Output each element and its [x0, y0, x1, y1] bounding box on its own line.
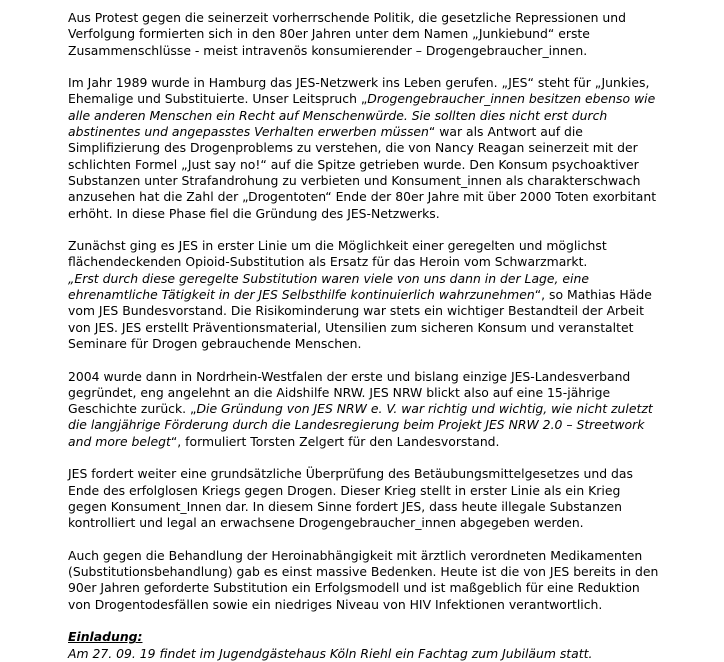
text-segment: Zunächst ging es JES in erster Linie um die Möglichkeit einer geregelten und möglichst: [68, 238, 607, 254]
text-segment: erhöht. In diese Phase fiel die Gründung des JES-Netzwerks.: [68, 205, 440, 221]
paragraph: [68, 369, 668, 450]
italic-quote-segment: and more belegt: [68, 433, 171, 449]
text-segment: (Substitutionsbehandlung) gab es einst massive Bedenken. Heute ist die von JES bereits in den: [68, 564, 659, 580]
text-line: [68, 26, 668, 42]
text-segment: vom JES Bundesvorstand. Die Risikominderung war stets ein wichtiger Bestandteil der Arbeit: [68, 303, 644, 319]
text-line: [68, 108, 668, 124]
text-line: [68, 320, 668, 336]
italic-quote-segment: ehrenamtliche Tätigkeit in der JES Selbsthilfe kontinuierlich wahrzunehmen: [68, 287, 535, 303]
paragraph: [68, 75, 668, 222]
text-line: [68, 434, 668, 450]
text-segment: “, formuliert Torsten Zelgert für den Landesvorstand.: [170, 433, 500, 449]
text-segment: Im Jahr 1989 wurde in Hamburg das JES-Netzwerk ins Leben gerufen. „JES“ steht für „Junkies,: [68, 75, 650, 91]
text-segment: Substanzen unter Strafandrohung zu verbieten und Konsument_innen als charakterschwach: [68, 172, 641, 188]
text-line: [68, 287, 668, 303]
text-line: [68, 124, 668, 140]
text-line: [68, 10, 668, 26]
text-segment: “ war als Antwort auf die: [428, 124, 583, 140]
text-line: [68, 548, 668, 564]
italic-quote-segment: Die Gründung von JES NRW e. V. war richtig und wichtig, wie nicht zuletzt: [196, 401, 653, 417]
text-segment: kontrolliert und legal an erwachsene Drogengebraucher_innen abgegeben werden.: [68, 515, 584, 531]
text-line: [68, 466, 668, 482]
text-line: [68, 499, 668, 515]
text-segment: Zusammenschlüsse - meist intravenös konsumierender – Drogengebraucher_innen.: [68, 42, 588, 58]
text-segment: von Drogentodesfällen sowie ein niedriges Niveau von HIV Infektionen verantwortlich.: [68, 596, 603, 612]
text-line: [68, 303, 668, 319]
italic-quote-segment: alle anderen Menschen ein Recht auf Menschenwürde. Sie sollten dies nicht erst durch: [68, 107, 608, 123]
text-segment: Geschichte zurück. „: [68, 401, 197, 417]
text-line: [68, 597, 668, 613]
text-segment: anzusehen hat die Zahl der „Drogentoten“ Ende der 80er Jahre mit über 2000 Toten exorbitant: [68, 189, 657, 205]
italic-quote-segment: die langjährige Förderung durch die Landesregierung beim Projekt JES NRW 2.0 – Streetwork: [68, 417, 645, 433]
text-line: [68, 417, 668, 433]
text-segment: Simplifizierung des Drogenproblems zu verstehen, die von Nancy Reagan seinerzeit mit der: [68, 140, 638, 156]
text-segment: Auch gegen die Behandlung der Heroinabhängigkeit mit ärztlich verordneten Medikamenten: [68, 547, 643, 563]
text-line: [68, 206, 668, 222]
text-line: [68, 369, 668, 385]
text-segment: Verfolgung formierten sich in den 80er Jahren unter dem Namen „Junkiebund“ erste: [68, 26, 590, 42]
text-line: [68, 254, 668, 270]
text-line: [68, 75, 668, 91]
paragraph: [68, 10, 668, 59]
text-line: [68, 189, 668, 205]
paragraph: [68, 466, 668, 531]
text-segment: flächendeckenden Opioid-Substitution als Ersatz für das Heroin vom Schwarzmarkt.: [68, 254, 588, 270]
text-segment: von JES. JES erstellt Präventionsmaterial, Utensilien zum sicheren Konsum und veranstaltet: [68, 319, 634, 335]
text-line: [68, 580, 668, 596]
text-line: [68, 515, 668, 531]
text-segment: gegen Konsument_Innen dar. In diesem Sinne fordert JES, dass heute illegale Substanzen: [68, 498, 622, 514]
text-segment: schlichten Formel „Just say no!“ auf die Spitze getrieben wurde. Den Konsum psychoaktiver: [68, 156, 639, 172]
text-line: [68, 91, 668, 107]
italic-quote-segment: abstinentes und angepasstes Verhalten erwerben müssen: [68, 124, 429, 140]
text-line: [68, 336, 668, 352]
text-line: [68, 43, 668, 59]
text-line: [68, 271, 668, 287]
text-segment: Ehemalige und Substituierte. Unser Leitspruch „: [68, 91, 368, 107]
text-line: [68, 483, 668, 499]
text-line: [68, 401, 668, 417]
text-line: [68, 564, 668, 580]
text-segment: “, so Mathias Häde: [534, 287, 652, 303]
text-segment: JES fordert weiter eine grundsätzliche Überprüfung des Betäubungsmittelgesetzes und das: [68, 466, 633, 482]
text-segment: gegründet, eng angelehnt an die Aidshilfe NRW. JES NRW blickt also auf eine 15-jährige: [68, 384, 611, 400]
paragraph: [68, 548, 668, 613]
text-line: [68, 140, 668, 156]
italic-quote-segment: Drogengebraucher_innen besitzen ebenso wie: [367, 91, 656, 107]
text-segment: 90er Jahren geforderte Substitution ein Erfolgsmodell und ist maßgeblich für eine Reduktion: [68, 580, 640, 596]
italic-quote-segment: „Erst durch diese geregelte Substitution waren viele von uns dann in der Lage, eine: [68, 270, 589, 286]
paragraph: [68, 238, 668, 352]
text-line: [68, 157, 668, 173]
document-body: [68, 10, 668, 613]
invitation-heading: Einladung:: [68, 629, 143, 645]
text-segment: Ende des erfolglosen Kriegs gegen Drogen. Dieser Krieg stellt in erster Linie als ein Krieg: [68, 482, 621, 498]
text-line: [68, 238, 668, 254]
document-page: [68, 10, 668, 662]
invitation-line: Am 27. 09. 19 findet im Jugendgästehaus Köln Riehl ein Fachtag zum Jubiläum statt.: [68, 645, 593, 661]
text-line: [68, 385, 668, 401]
text-segment: Seminare für Drogen gebrauchende Menschen.: [68, 335, 362, 351]
text-segment: Aus Protest gegen die seinerzeit vorherrschende Politik, die gesetzliche Repressionen und: [68, 10, 626, 25]
text-line: [68, 173, 668, 189]
text-segment: 2004 wurde dann in Nordrhein-Westfalen der erste und bislang einzige JES-Landesverband: [68, 368, 631, 384]
